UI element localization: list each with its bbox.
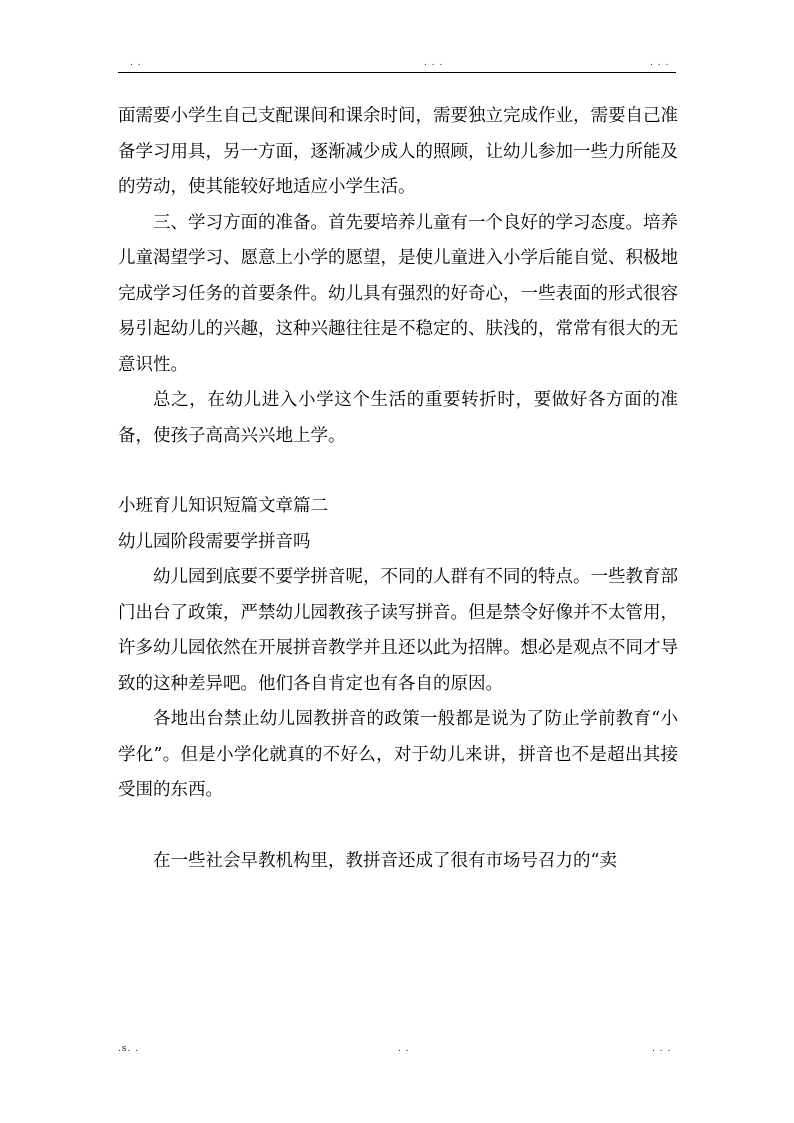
article-paragraph-3: 在一些社会早教机构里，教拼音还成了很有市场号召力的“卖 — [153, 850, 617, 871]
paragraph-spacer — [118, 809, 678, 844]
article-paragraph-2: 各地出台禁止幼儿园教拼音的政策一般都是说为了防止学前教育“小学化”。但是小学化就真的不好么，对于幼儿来讲，拼音也不是超出其接受围的东西。 — [118, 709, 678, 800]
paragraph-summary: 总之，在幼儿进入小学这个生活的重要转折时，要做好各方面的准备，使孩子高高兴兴地上学。 — [118, 390, 678, 446]
header-right-marks: . . . — [650, 58, 670, 68]
article-paragraph-1: 幼儿园到底要不要学拼音呢，不同的人群有不同的特点。一些教育部门出台了政策，严禁幼儿园教孩子读写拼音。但是禁令好像并不太管用，许多幼儿园依然在开展拼音教学并且还以此为招牌。想必是观点不同才导致的这种差异吧。他们各自肯定也有各自的原因。 — [118, 567, 678, 694]
header-center-marks: . . . — [424, 58, 444, 68]
footer-left-marks: .s. . — [118, 1044, 140, 1054]
paragraph-study-preparation: 三、学习方面的准备。首先要培养儿童有一个良好的学习态度。培养儿童渴望学习、愿意上小学的愿望，是使儿童进入小学后能自觉、积极地完成学习任务的首要条件。幼儿具有强烈的好奇心，一些表面的形式很容易引起幼儿的兴趣，这种兴趣往往是不稳定的、肤浅的，常常有很大的无意识性。 — [118, 212, 678, 375]
header-left-marks: . . — [130, 58, 142, 68]
section-spacer — [118, 454, 678, 489]
section-title: 小班育儿知识短篇文章篇二 — [118, 496, 328, 516]
article-title: 幼儿园阶段需要学拼音吗 — [118, 531, 311, 552]
document-body — [118, 99, 678, 879]
header-rule — [118, 72, 676, 73]
footer-right-marks: . . . — [652, 1044, 672, 1054]
footer-center-marks: . . — [398, 1044, 410, 1054]
paragraph-continued: 面需要小学生自己支配课间和课余时间，需要独立完成作业，需要自己准备学习用具，另一方面，逐渐减少成人的照顾，让幼儿参加一些力所能及的劳动，使其能较好地适应小学生活。 — [118, 106, 678, 197]
